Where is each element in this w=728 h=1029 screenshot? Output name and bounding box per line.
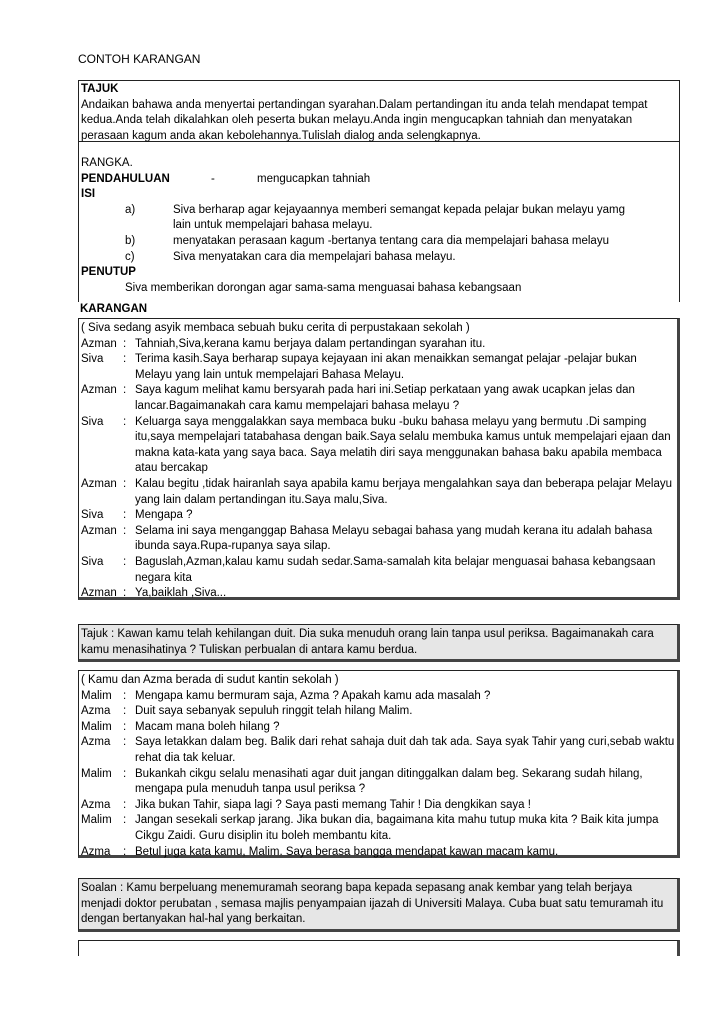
speaker-name: Azma: [81, 705, 111, 718]
dialog-line: [81, 337, 675, 353]
speaker-name: Azman: [81, 337, 117, 350]
dialog-line: [81, 524, 675, 555]
speaker-name: Malim: [81, 720, 112, 733]
tajuk-text: Andaikan bahawa anda menyertai pertandingan syarahan.Dalam pertandingan itu anda telah mendapat tempat kedua.Anda telah dikalahkan oleh peserta bukan melayu.Anda ingin mengucapkan tahniah dan menyatakan perasaan kagum anda akan kebolehannya.Tulislah dialog anda selengkapnya.: [81, 98, 648, 142]
dialog-line: [81, 477, 675, 508]
dialog-text: Baguslah,Azman,kalau kamu sudah sedar.Sama-samalah kita belajar menguasai bahasa kebangsaan negara kita: [135, 555, 656, 584]
speaker-name: Azma: [81, 845, 111, 858]
isi-item-text: menyatakan perasaan kagum -bertanya tentang cara dia mempelajari bahasa melayu: [173, 234, 609, 247]
isi-item: [81, 203, 677, 219]
isi-item-cont-text: lain untuk mempelajari bahasa melayu.: [173, 219, 373, 232]
karangan-scene: ( Siva sedang asyik membaca sebuah buku cerita di perpustakaan sekolah ): [81, 322, 470, 334]
dialog-text: Mengapa kamu bermuram saja, Azma ? Apakah kamu ada masalah ?: [135, 689, 491, 702]
speaker-colon: :: [123, 705, 127, 718]
dialog-line: [81, 508, 675, 524]
dialog-text: Jangan sesekali serkap jarang. Jika bukan dia, bagaimana kita mahu tutup muka kita ? Baik kita jumpa Cikgu Zaidi. Guru disiplin itu boleh membantu kita.: [135, 814, 659, 842]
document-heading: CONTOH KARANGAN: [78, 52, 201, 66]
dialog-text: Macam mana boleh hilang ?: [135, 720, 280, 733]
speaker-name: Azman: [81, 384, 117, 397]
dialog-text: Jika bukan Tahir, siapa lagi ? Saya pasti memang Tahir ! Dia dengkikan saya !: [135, 798, 531, 811]
tajuk-label: TAJUK: [81, 83, 119, 95]
isi-item-key: a): [125, 203, 136, 216]
speaker-colon: :: [123, 720, 127, 733]
speaker-name: Azma: [81, 798, 111, 811]
dialog-line: [81, 555, 675, 586]
dialog-line: [81, 383, 675, 414]
dialog-text: Selama ini saya menganggap Bahasa Melayu sebagai bahasa yang mudah kerana itu adalah bahasa ibunda saya.Rupa-rupanya saya silap.: [135, 524, 653, 553]
dialog-text: Ya,baiklah ,Siva...: [135, 587, 227, 600]
dialog-text: Keluarga saya menggalakkan saya membaca buku -buku bahasa melayu yang bermutu .Di samping itu,saya mempelajari tatabahasa dengan baik.Saya selalu membuka kamus untuk mempelajari ejaan dan makna kata-kata yang saya baca. Saya melatih diri saya menggunakan bahasa baku apabila membaca atau bercakap: [135, 415, 671, 475]
dialog-line: [81, 767, 675, 798]
pendahuluan-label: PENDAHULUAN: [81, 172, 170, 185]
rangka-label: RANGKA.: [81, 157, 133, 169]
isi-item-text: Siva berharap agar kejayaannya memberi semangat kepada pelajar bukan melayu yamg: [173, 203, 625, 216]
pendahuluan-row: [81, 172, 677, 188]
tajuk2-box: [78, 624, 680, 662]
penutup-label: PENUTUP: [81, 266, 136, 279]
penutup-text: Siva memberikan dorongan agar sama-sama menguasai bahasa kebangsaan: [125, 281, 522, 294]
speaker-colon: :: [123, 767, 127, 780]
speaker-name: Malim: [81, 689, 112, 702]
speaker-name: Siva: [81, 415, 104, 428]
dialog-text: Terima kasih.Saya berharap supaya kejayaan ini akan menaikkan semangat pelajar -pelajar bukan Melayu yang lain untuk mempelajari Bahasa Melayu.: [135, 353, 637, 381]
dialog-text: Mengapa ?: [135, 509, 193, 522]
dialog2-box: [78, 670, 680, 858]
isi-label: ISI: [81, 188, 96, 201]
speaker-name: Azman: [81, 477, 117, 490]
speaker-name: Siva: [81, 509, 104, 522]
dialog-text: Saya letakkan dalam beg. Balik dari rehat sahaja duit dah tak ada. Saya syak Tahir yang curi,sebab waktu rehat dia tak keluar.: [135, 736, 675, 764]
isi-item-key: b): [125, 234, 136, 247]
speaker-colon: :: [123, 689, 127, 702]
isi-item: [81, 234, 677, 250]
soalan-box: [78, 878, 680, 932]
speaker-name: Siva: [81, 555, 104, 568]
rangka-section: [78, 142, 680, 302]
speaker-colon: :: [123, 384, 127, 397]
isi-item-text: Siva menyatakan cara dia mempelajari bahasa melayu.: [173, 250, 456, 263]
speaker-colon: :: [123, 477, 127, 490]
dialog-line: [81, 352, 675, 383]
dialog-text: Betul juga kata kamu, Malim. Saya berasa bangga mendapat kawan macam kamu.: [135, 845, 559, 858]
speaker-colon: :: [123, 845, 127, 858]
dialog-line: [81, 704, 675, 720]
speaker-colon: :: [123, 509, 127, 522]
speaker-colon: :: [123, 555, 127, 568]
tajuk2-text: Tajuk : Kawan kamu telah kehilangan duit. Dia suka menuduh orang lain tanpa usul periksa. Bagaimanakah cara kamu menasihatinya ? Tuliskan perbualan di antara kamu berdua.: [81, 628, 654, 656]
isi-item-key: c): [125, 250, 135, 263]
speaker-colon: :: [123, 736, 127, 749]
dialog2-dialog: [81, 689, 675, 861]
karangan-label: KARANGAN: [80, 303, 148, 315]
answer-box: [78, 940, 680, 956]
dialog-line: [81, 689, 675, 705]
dialog-line: [81, 813, 675, 844]
karangan-box: [78, 318, 680, 600]
speaker-name: Malim: [81, 767, 112, 780]
tajuk-box: [78, 80, 680, 142]
speaker-name: Azma: [81, 736, 111, 749]
dialog-line: [81, 845, 675, 861]
speaker-name: Azman: [81, 524, 117, 537]
speaker-colon: :: [123, 353, 127, 366]
dialog-text: Bukankah cikgu selalu menasihati agar duit jangan ditinggalkan dalam beg. Sekarang sudah hilang, mengapa pula menuduh tanpa usul periksa ?: [135, 767, 643, 796]
speaker-name: Azman: [81, 587, 117, 600]
speaker-colon: :: [123, 337, 127, 350]
dialog-line: [81, 720, 675, 736]
speaker-colon: :: [123, 415, 127, 428]
speaker-colon: :: [123, 587, 127, 600]
dialog-line: [81, 798, 675, 814]
dialog-text: Saya kagum melihat kamu bersyarah pada hari ini.Setiap perkataan yang awak ucapkan jelas dan lancar.Bagaimanakah cara kamu mempelajari bahasa melayu ?: [135, 384, 635, 412]
dialog-text: Kalau begitu ,tidak hairanlah saya apabila kamu berjaya mengalahkan saya dan beberapa pelajar Melayu yang lain dalam pertandingan itu.Saya malu,Siva.: [135, 477, 673, 506]
speaker-colon: :: [123, 814, 127, 827]
speaker-name: Malim: [81, 814, 112, 827]
pendahuluan-text: mengucapkan tahniah: [257, 172, 371, 185]
speaker-colon: :: [123, 798, 127, 811]
isi-item: [81, 250, 677, 266]
speaker-name: Siva: [81, 353, 104, 366]
dialog2-scene: ( Kamu dan Azma berada di sudut kantin sekolah ): [81, 674, 339, 686]
soalan-text: Soalan : Kamu berpeluang menemuramah seorang bapa kepada sepasang anak kembar yang telah berjaya menjadi doktor perubatan , semasa majlis penyampaian ijazah di Universiti Malaya. Cuba buat satu temuramah itu dengan bertanyakan hal-hal yang berkaitan.: [81, 882, 664, 926]
dialog-text: Tahniah,Siva,kerana kamu berjaya dalam pertandingan syarahan itu.: [135, 337, 486, 350]
isi-item-continuation: [81, 218, 677, 234]
speaker-colon: :: [123, 524, 127, 537]
dialog-line: [81, 586, 675, 602]
pendahuluan-dash: -: [211, 172, 215, 185]
dialog-line: [81, 735, 675, 766]
dialog-text: Duit saya sebanyak sepuluh ringgit telah hilang Malim.: [135, 705, 413, 718]
dialog-line: [81, 415, 675, 477]
karangan-dialog: [81, 337, 675, 602]
